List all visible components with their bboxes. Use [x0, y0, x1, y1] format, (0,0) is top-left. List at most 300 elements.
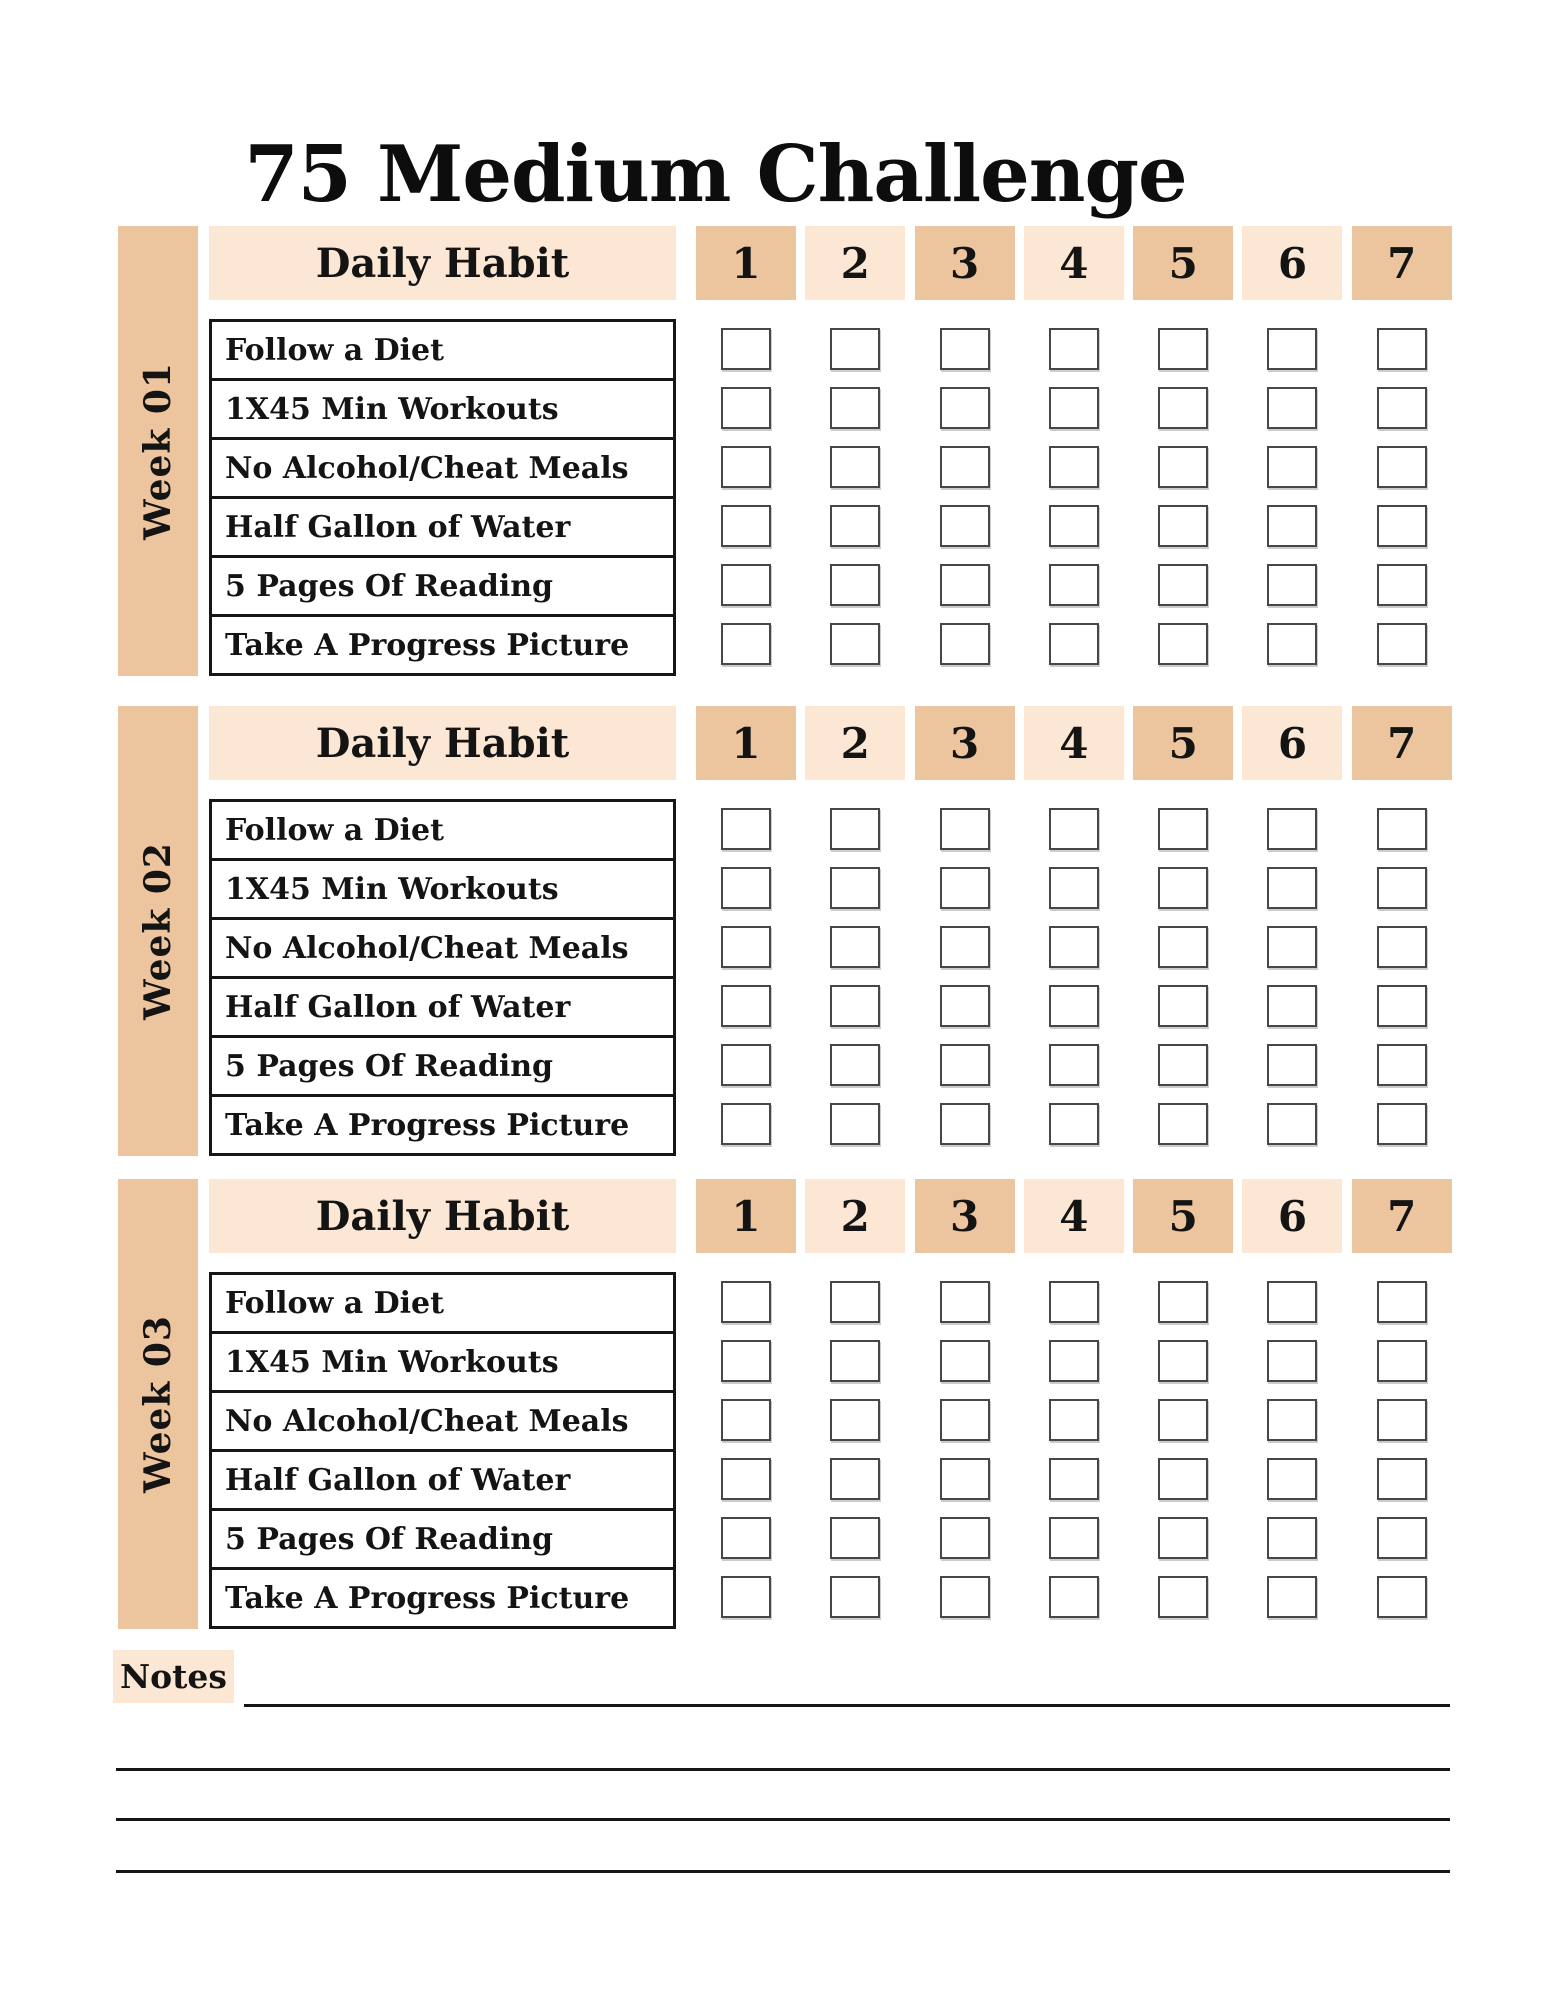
- checkbox-cell: [1242, 1094, 1342, 1153]
- week-section: [0, 226, 1545, 676]
- habit-checkbox[interactable]: [1267, 808, 1317, 850]
- checkbox-cell: [1133, 378, 1233, 437]
- checkbox-cell: [805, 1094, 905, 1153]
- habit-checkbox[interactable]: [1267, 387, 1317, 429]
- habit-checkbox[interactable]: [1267, 1399, 1317, 1441]
- habit-checkbox[interactable]: [830, 564, 880, 606]
- day-header-cell: 4: [1024, 1179, 1124, 1253]
- habit-checkbox[interactable]: [721, 1458, 771, 1500]
- checkbox-cell: [1352, 1508, 1452, 1567]
- checkbox-cell: [915, 1508, 1015, 1567]
- checkbox-cell: [1024, 1508, 1124, 1567]
- habit-checkbox[interactable]: [830, 623, 880, 665]
- habit-checkbox[interactable]: [721, 623, 771, 665]
- habit-checkbox[interactable]: [940, 1281, 990, 1323]
- habit-checkbox[interactable]: [1377, 926, 1427, 968]
- habit-row: 1X45 Min Workouts: [209, 378, 676, 437]
- habit-checkbox[interactable]: [1158, 926, 1208, 968]
- day-header-row: [696, 1179, 1452, 1253]
- habit-checkbox[interactable]: [940, 1576, 990, 1618]
- checkbox-cell: [1133, 1035, 1233, 1094]
- checkbox-cell: [805, 1567, 905, 1626]
- habit-checkbox[interactable]: [1049, 564, 1099, 606]
- checkbox-cell: [696, 976, 796, 1035]
- habit-checkbox[interactable]: [1267, 1044, 1317, 1086]
- habit-checkbox[interactable]: [1377, 1576, 1427, 1618]
- habit-checkbox[interactable]: [830, 446, 880, 488]
- habit-checkbox[interactable]: [1049, 1281, 1099, 1323]
- checkbox-cell: [1133, 1508, 1233, 1567]
- habit-checkbox[interactable]: [830, 505, 880, 547]
- habit-checkbox[interactable]: [830, 926, 880, 968]
- habit-row: Follow a Diet: [209, 1272, 676, 1331]
- habit-row: Half Gallon of Water: [209, 496, 676, 555]
- day-header-cell: 1: [696, 1179, 796, 1253]
- habit-checkbox[interactable]: [830, 1399, 880, 1441]
- habit-checkbox[interactable]: [830, 1044, 880, 1086]
- notes-label: Notes: [113, 1650, 234, 1703]
- habit-checkbox[interactable]: [1158, 1281, 1208, 1323]
- day-header-cell: 5: [1133, 1179, 1233, 1253]
- habit-checkbox[interactable]: [1377, 1103, 1427, 1145]
- day-header-cell: 7: [1352, 706, 1452, 780]
- checkbox-cell: [805, 437, 905, 496]
- habit-checkbox[interactable]: [1267, 1458, 1317, 1500]
- checkbox-cell: [805, 378, 905, 437]
- checkbox-cell: [1352, 976, 1452, 1035]
- checkbox-cell: [696, 437, 796, 496]
- checkbox-cell: [1352, 917, 1452, 976]
- checkbox-cell: [1242, 378, 1342, 437]
- checkbox-cell: [915, 1449, 1015, 1508]
- habit-checkbox[interactable]: [940, 564, 990, 606]
- habit-checkbox[interactable]: [1377, 1281, 1427, 1323]
- habit-row: Follow a Diet: [209, 799, 676, 858]
- habit-checkbox[interactable]: [1267, 1103, 1317, 1145]
- checkbox-cell: [1024, 319, 1124, 378]
- checkbox-cell: [915, 858, 1015, 917]
- checkbox-cell: [1024, 437, 1124, 496]
- habit-checkbox[interactable]: [1158, 1044, 1208, 1086]
- checkbox-cell: [1242, 1567, 1342, 1626]
- habit-checkbox[interactable]: [940, 985, 990, 1027]
- checkbox-cell: [1133, 1094, 1233, 1153]
- week-label: Week 03: [137, 1315, 179, 1493]
- checkbox-cell: [1352, 378, 1452, 437]
- checkbox-cell: [1352, 1035, 1452, 1094]
- notes-writing-line: [244, 1704, 1450, 1707]
- checkbox-cell: [1352, 1094, 1452, 1153]
- habit-checkbox[interactable]: [830, 867, 880, 909]
- habit-checkbox[interactable]: [1158, 1340, 1208, 1382]
- checkbox-cell: [805, 799, 905, 858]
- checkbox-cell: [1242, 1035, 1342, 1094]
- checkbox-cell: [696, 555, 796, 614]
- habit-checkbox[interactable]: [1049, 1103, 1099, 1145]
- habit-checkbox[interactable]: [830, 1576, 880, 1618]
- checkbox-cell: [1242, 614, 1342, 673]
- day-header-cell: 6: [1242, 706, 1342, 780]
- checkbox-cell: [805, 319, 905, 378]
- checkbox-cell: [696, 378, 796, 437]
- checkbox-cell: [696, 1508, 796, 1567]
- habit-checkbox[interactable]: [940, 1399, 990, 1441]
- habit-checkbox[interactable]: [721, 564, 771, 606]
- habit-checkbox[interactable]: [1377, 985, 1427, 1027]
- checkbox-cell: [1024, 976, 1124, 1035]
- habit-checkbox[interactable]: [1049, 926, 1099, 968]
- checkbox-cell: [696, 1094, 796, 1153]
- habit-checkbox[interactable]: [1158, 623, 1208, 665]
- habit-checkbox[interactable]: [1158, 1399, 1208, 1441]
- checkbox-cell: [1133, 1331, 1233, 1390]
- day-header-cell: 2: [805, 706, 905, 780]
- habit-checkbox[interactable]: [721, 1103, 771, 1145]
- checkbox-cell: [1242, 858, 1342, 917]
- habit-checkbox[interactable]: [1158, 1458, 1208, 1500]
- checkbox-cell: [1242, 1272, 1342, 1331]
- notes-writing-line: [116, 1870, 1450, 1873]
- checkbox-cell: [1133, 614, 1233, 673]
- habit-checkbox[interactable]: [721, 1576, 771, 1618]
- checkbox-cell: [1242, 917, 1342, 976]
- checkbox-cell: [915, 1331, 1015, 1390]
- checkbox-cell: [696, 1390, 796, 1449]
- habit-checkbox[interactable]: [940, 1458, 990, 1500]
- checkbox-cell: [915, 437, 1015, 496]
- habit-checkbox[interactable]: [1049, 1399, 1099, 1441]
- checkbox-cell: [1024, 378, 1124, 437]
- habit-row: 1X45 Min Workouts: [209, 858, 676, 917]
- habit-checkbox[interactable]: [721, 1281, 771, 1323]
- habit-checkbox[interactable]: [1049, 328, 1099, 370]
- habit-checkbox[interactable]: [1049, 505, 1099, 547]
- habit-row: No Alcohol/Cheat Meals: [209, 917, 676, 976]
- checkbox-cell: [1024, 858, 1124, 917]
- checkbox-cell: [1133, 437, 1233, 496]
- day-header-cell: 5: [1133, 226, 1233, 300]
- checkbox-cell: [1024, 614, 1124, 673]
- habit-checkbox[interactable]: [1049, 1340, 1099, 1382]
- checkbox-cell: [696, 319, 796, 378]
- checkbox-cell: [1024, 1272, 1124, 1331]
- checkbox-cell: [1024, 1390, 1124, 1449]
- habit-checkbox[interactable]: [1267, 505, 1317, 547]
- habit-checkbox[interactable]: [1377, 1517, 1427, 1559]
- checkbox-cell: [915, 378, 1015, 437]
- habit-checkbox[interactable]: [830, 1458, 880, 1500]
- checkbox-cell: [1242, 1508, 1342, 1567]
- checkbox-cell: [1133, 1390, 1233, 1449]
- habit-checkbox[interactable]: [830, 387, 880, 429]
- habit-checkbox[interactable]: [721, 985, 771, 1027]
- checkbox-cell: [696, 799, 796, 858]
- habit-checkbox[interactable]: [721, 1044, 771, 1086]
- checkbox-cell: [1242, 319, 1342, 378]
- checkbox-cell: [1133, 917, 1233, 976]
- habit-rows: [209, 799, 676, 1156]
- week-label: Week 01: [137, 362, 179, 540]
- habit-checkbox[interactable]: [1377, 446, 1427, 488]
- day-header-cell: 2: [805, 226, 905, 300]
- checkbox-cell: [915, 319, 1015, 378]
- habit-checkbox[interactable]: [1158, 867, 1208, 909]
- day-header-row: [696, 706, 1452, 780]
- checkbox-cell: [915, 1035, 1015, 1094]
- checkbox-cell: [915, 917, 1015, 976]
- day-header-cell: 7: [1352, 226, 1452, 300]
- habit-checkbox[interactable]: [830, 328, 880, 370]
- habit-checkbox[interactable]: [940, 1340, 990, 1382]
- habit-checkbox[interactable]: [1267, 564, 1317, 606]
- habit-row: No Alcohol/Cheat Meals: [209, 1390, 676, 1449]
- checkbox-cell: [1352, 1567, 1452, 1626]
- habit-checkbox[interactable]: [1377, 1044, 1427, 1086]
- notes-writing-line: [116, 1818, 1450, 1821]
- habit-checkbox[interactable]: [940, 808, 990, 850]
- checkbox-cell: [915, 1567, 1015, 1626]
- habit-checkbox[interactable]: [1377, 1340, 1427, 1382]
- checkbox-cell: [1242, 976, 1342, 1035]
- habit-checkbox[interactable]: [940, 328, 990, 370]
- habit-checkbox[interactable]: [721, 926, 771, 968]
- habit-checkbox[interactable]: [830, 985, 880, 1027]
- habit-checkbox[interactable]: [1267, 1340, 1317, 1382]
- habit-checkbox[interactable]: [1049, 387, 1099, 429]
- checkbox-cell: [696, 1331, 796, 1390]
- habit-checkbox[interactable]: [1267, 985, 1317, 1027]
- day-header-cell: 7: [1352, 1179, 1452, 1253]
- habit-row: No Alcohol/Cheat Meals: [209, 437, 676, 496]
- habit-checkbox[interactable]: [940, 926, 990, 968]
- notes-writing-line: [116, 1768, 1450, 1771]
- checkbox-cell: [1352, 555, 1452, 614]
- habit-rows: [209, 319, 676, 676]
- habit-checkbox[interactable]: [1267, 1281, 1317, 1323]
- habit-checkbox[interactable]: [940, 1103, 990, 1145]
- page-title: 75 Medium Challenge: [244, 129, 1187, 220]
- week-section: [0, 1179, 1545, 1629]
- checkbox-cell: [915, 496, 1015, 555]
- habit-checkbox[interactable]: [940, 1044, 990, 1086]
- habit-row: Follow a Diet: [209, 319, 676, 378]
- day-header-cell: 3: [915, 1179, 1015, 1253]
- checkbox-cell: [696, 1567, 796, 1626]
- habit-checkbox[interactable]: [1377, 808, 1427, 850]
- checkbox-cell: [696, 496, 796, 555]
- habit-checkbox[interactable]: [1049, 446, 1099, 488]
- habit-checkbox[interactable]: [721, 867, 771, 909]
- checkbox-cell: [1352, 858, 1452, 917]
- habit-checkbox[interactable]: [830, 1340, 880, 1382]
- checkbox-cell: [1024, 1567, 1124, 1626]
- day-header-row: [696, 226, 1452, 300]
- habit-checkbox[interactable]: [1267, 1576, 1317, 1618]
- habit-checkbox[interactable]: [1267, 1517, 1317, 1559]
- habit-checkbox[interactable]: [1049, 1576, 1099, 1618]
- checkbox-cell: [1024, 799, 1124, 858]
- habit-checkbox[interactable]: [1049, 1517, 1099, 1559]
- daily-habit-header: Daily Habit: [209, 226, 676, 300]
- checkbox-grid: [696, 799, 1452, 1153]
- habit-checkbox[interactable]: [1377, 623, 1427, 665]
- habit-checkbox[interactable]: [721, 1399, 771, 1441]
- checkbox-cell: [915, 1390, 1015, 1449]
- habit-row: 5 Pages Of Reading: [209, 555, 676, 614]
- checkbox-cell: [805, 858, 905, 917]
- checkbox-cell: [805, 1035, 905, 1094]
- habit-checkbox[interactable]: [1377, 564, 1427, 606]
- checkbox-cell: [915, 614, 1015, 673]
- habit-checkbox[interactable]: [1158, 1103, 1208, 1145]
- habit-checkbox[interactable]: [940, 446, 990, 488]
- habit-checkbox[interactable]: [830, 1281, 880, 1323]
- day-header-cell: 4: [1024, 226, 1124, 300]
- habit-checkbox[interactable]: [940, 505, 990, 547]
- checkbox-cell: [1352, 1331, 1452, 1390]
- checkbox-cell: [1242, 555, 1342, 614]
- habit-row: 1X45 Min Workouts: [209, 1331, 676, 1390]
- habit-checkbox[interactable]: [1158, 387, 1208, 429]
- habit-checkbox[interactable]: [830, 1103, 880, 1145]
- habit-checkbox[interactable]: [1377, 867, 1427, 909]
- checkbox-cell: [1352, 437, 1452, 496]
- day-header-cell: 6: [1242, 226, 1342, 300]
- checkbox-cell: [696, 858, 796, 917]
- daily-habit-header: Daily Habit: [209, 1179, 676, 1253]
- habit-checkbox[interactable]: [940, 867, 990, 909]
- habit-checkbox[interactable]: [721, 1517, 771, 1559]
- habit-checkbox[interactable]: [1158, 985, 1208, 1027]
- checkbox-cell: [696, 614, 796, 673]
- checkbox-cell: [915, 1094, 1015, 1153]
- habit-checkbox[interactable]: [1377, 1458, 1427, 1500]
- checkbox-cell: [1024, 917, 1124, 976]
- habit-checkbox[interactable]: [721, 1340, 771, 1382]
- checkbox-cell: [915, 976, 1015, 1035]
- checkbox-cell: [805, 1390, 905, 1449]
- checkbox-cell: [1242, 1390, 1342, 1449]
- checkbox-cell: [915, 555, 1015, 614]
- checkbox-cell: [1024, 1035, 1124, 1094]
- checkbox-cell: [1024, 1449, 1124, 1508]
- day-header-cell: 5: [1133, 706, 1233, 780]
- checkbox-cell: [805, 1272, 905, 1331]
- habit-checkbox[interactable]: [1267, 623, 1317, 665]
- checkbox-cell: [1352, 1272, 1452, 1331]
- habit-checkbox[interactable]: [830, 1517, 880, 1559]
- week-bar: [118, 226, 198, 676]
- checkbox-cell: [805, 614, 905, 673]
- habit-checkbox[interactable]: [1267, 867, 1317, 909]
- habit-checkbox[interactable]: [1267, 926, 1317, 968]
- checkbox-cell: [1133, 1272, 1233, 1331]
- day-header-cell: 6: [1242, 1179, 1342, 1253]
- habit-checkbox[interactable]: [1049, 808, 1099, 850]
- week-section: [0, 706, 1545, 1156]
- habit-checkbox[interactable]: [721, 505, 771, 547]
- day-header-cell: 1: [696, 706, 796, 780]
- checkbox-cell: [805, 555, 905, 614]
- habit-checkbox[interactable]: [1377, 328, 1427, 370]
- checkbox-cell: [696, 917, 796, 976]
- checkbox-cell: [696, 1449, 796, 1508]
- checkbox-cell: [1352, 799, 1452, 858]
- checkbox-cell: [915, 1272, 1015, 1331]
- habit-checkbox[interactable]: [1049, 1458, 1099, 1500]
- checkbox-cell: [1024, 496, 1124, 555]
- day-header-cell: 4: [1024, 706, 1124, 780]
- habit-checkbox[interactable]: [1049, 867, 1099, 909]
- habit-checkbox[interactable]: [1158, 1517, 1208, 1559]
- checkbox-cell: [1352, 1449, 1452, 1508]
- habit-checkbox[interactable]: [1377, 387, 1427, 429]
- checkbox-cell: [805, 496, 905, 555]
- habit-checkbox[interactable]: [1158, 564, 1208, 606]
- habit-checkbox[interactable]: [721, 328, 771, 370]
- checkbox-cell: [1133, 1567, 1233, 1626]
- habit-checkbox[interactable]: [940, 623, 990, 665]
- checkbox-cell: [1133, 1449, 1233, 1508]
- checkbox-cell: [1133, 799, 1233, 858]
- checkbox-cell: [1242, 437, 1342, 496]
- checkbox-cell: [1352, 1390, 1452, 1449]
- habit-checkbox[interactable]: [1267, 328, 1317, 370]
- checkbox-cell: [696, 1035, 796, 1094]
- habit-checkbox[interactable]: [1158, 446, 1208, 488]
- day-header-cell: 2: [805, 1179, 905, 1253]
- habit-checkbox[interactable]: [830, 808, 880, 850]
- habit-checkbox[interactable]: [721, 446, 771, 488]
- habit-checkbox[interactable]: [1049, 1044, 1099, 1086]
- habit-checkbox[interactable]: [1158, 328, 1208, 370]
- habit-checkbox[interactable]: [940, 1517, 990, 1559]
- checkbox-cell: [805, 1331, 905, 1390]
- habit-row: Take A Progress Picture: [209, 614, 676, 676]
- checkbox-grid: [696, 1272, 1452, 1626]
- habit-checkbox[interactable]: [1158, 808, 1208, 850]
- habit-checkbox[interactable]: [1158, 1576, 1208, 1618]
- checkbox-cell: [805, 1508, 905, 1567]
- checkbox-cell: [696, 1272, 796, 1331]
- habit-checkbox[interactable]: [1377, 1399, 1427, 1441]
- habit-checkbox[interactable]: [1049, 985, 1099, 1027]
- checkbox-cell: [805, 917, 905, 976]
- habit-checkbox[interactable]: [940, 387, 990, 429]
- checkbox-grid: [696, 319, 1452, 673]
- daily-habit-header: Daily Habit: [209, 706, 676, 780]
- habit-checkbox[interactable]: [1377, 505, 1427, 547]
- checkbox-cell: [1133, 496, 1233, 555]
- week-bar: [118, 1179, 198, 1629]
- checkbox-cell: [805, 1449, 905, 1508]
- habit-checkbox[interactable]: [1158, 505, 1208, 547]
- day-header-cell: 3: [915, 226, 1015, 300]
- habit-row: Take A Progress Picture: [209, 1567, 676, 1629]
- checkbox-cell: [805, 976, 905, 1035]
- checkbox-cell: [1024, 1094, 1124, 1153]
- checkbox-cell: [1242, 799, 1342, 858]
- habit-checkbox[interactable]: [1267, 446, 1317, 488]
- checkbox-cell: [1242, 1331, 1342, 1390]
- checkbox-cell: [1133, 976, 1233, 1035]
- habit-row: 5 Pages Of Reading: [209, 1508, 676, 1567]
- checkbox-cell: [1133, 555, 1233, 614]
- habit-checkbox[interactable]: [721, 387, 771, 429]
- habit-checkbox[interactable]: [721, 808, 771, 850]
- habit-checkbox[interactable]: [1049, 623, 1099, 665]
- checkbox-cell: [1024, 1331, 1124, 1390]
